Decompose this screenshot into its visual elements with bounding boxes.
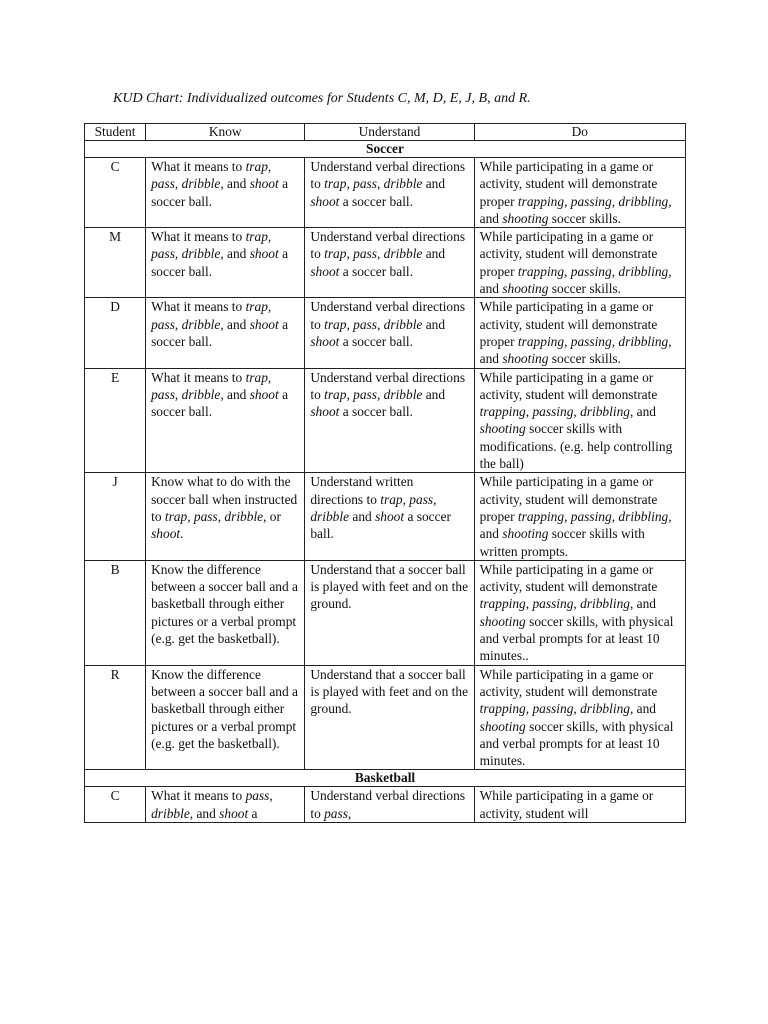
text-run: While participating in a game or activity, student will demonstrate proper xyxy=(479,474,658,524)
text-run: Understand verbal directions to xyxy=(310,788,466,821)
text-run: and xyxy=(422,176,446,192)
know-cell xyxy=(146,665,305,770)
text-run: Know the difference between a soccer ball and a basketball through either pictures or a verbal prompt (e.g. get the basketball). xyxy=(151,561,298,647)
text-run: , xyxy=(174,246,182,262)
know-cell xyxy=(146,368,305,473)
text-run: and xyxy=(422,246,446,262)
text-run: Understand verbal directions to xyxy=(310,229,466,262)
text-run: a soccer ball. xyxy=(339,193,413,209)
text-run: , xyxy=(187,508,194,524)
do-cell xyxy=(474,665,685,770)
know-cell xyxy=(146,228,305,298)
text-run: shoot xyxy=(219,805,249,821)
header-understand: Understand xyxy=(305,124,474,141)
table-row xyxy=(85,473,686,560)
text-run: soccer skills. xyxy=(548,351,621,367)
text-run: , and xyxy=(629,404,656,420)
text-run: dribbling xyxy=(618,193,669,209)
text-run: shoot xyxy=(151,526,181,542)
understand-cell xyxy=(305,368,474,473)
text-run: shoot xyxy=(310,333,340,349)
text-run: , xyxy=(525,596,533,612)
know-cell xyxy=(146,158,305,228)
text-run: passing xyxy=(570,263,612,279)
text-run: dribbling xyxy=(618,333,669,349)
text-run: , xyxy=(564,508,571,524)
text-run: , xyxy=(174,386,182,402)
text-run: pass xyxy=(324,805,348,821)
text-run: pass xyxy=(245,788,270,804)
text-run: shoot xyxy=(249,246,279,262)
text-run: , and xyxy=(479,193,672,226)
text-run: shooting xyxy=(502,351,549,367)
text-run: , xyxy=(611,508,619,524)
text-run: soccer skills. xyxy=(548,210,621,226)
text-run: , and xyxy=(479,508,672,542)
text-run: passing xyxy=(532,701,574,717)
text-run: passing xyxy=(532,404,574,420)
table-row xyxy=(85,298,686,368)
student-cell: C xyxy=(85,158,146,228)
student-cell: B xyxy=(85,560,146,665)
section-title: Basketball xyxy=(85,770,686,787)
text-run: While participating in a game or activity, student will demonstrate proper xyxy=(479,229,658,279)
text-run: shoot xyxy=(310,263,340,279)
understand-cell xyxy=(305,158,474,228)
student-cell: C xyxy=(85,787,146,823)
text-run: , xyxy=(611,193,619,209)
text-run: a soccer ball. xyxy=(339,404,413,420)
text-run: , xyxy=(376,386,384,402)
understand-cell xyxy=(305,228,474,298)
text-run: , xyxy=(376,246,384,262)
text-run: shoot xyxy=(249,316,279,332)
text-run: While participating in a game or activity, student will demonstrate proper xyxy=(479,299,658,349)
text-run: What it means to xyxy=(151,229,246,245)
table-body xyxy=(85,141,686,823)
text-run: While participating in a game or activity, student will demonstrate xyxy=(479,369,658,402)
text-run: soccer skills, with physical and verbal prompts for at least 10 minutes. xyxy=(479,718,674,769)
text-run: passing xyxy=(532,596,574,612)
text-run: , xyxy=(347,805,352,821)
text-run: soccer skills, with physical and verbal prompts for at least 10 minutes.. xyxy=(479,613,674,664)
text-run: , xyxy=(267,229,272,245)
text-run: trap xyxy=(324,246,347,262)
text-run: pass xyxy=(151,316,175,332)
know-cell xyxy=(146,473,305,560)
text-run: pass xyxy=(353,176,377,192)
text-run: , xyxy=(573,596,581,612)
text-run: dribble xyxy=(181,246,221,262)
section-title: Soccer xyxy=(85,141,686,158)
text-run: Understand verbal directions to xyxy=(310,159,466,192)
do-cell xyxy=(474,787,685,823)
text-run: shoot xyxy=(310,193,340,209)
understand-cell xyxy=(305,665,474,770)
text-run: shooting xyxy=(502,526,549,542)
know-cell xyxy=(146,298,305,368)
text-run: soccer skills. xyxy=(548,281,621,297)
text-run: , xyxy=(267,159,272,174)
text-run: , xyxy=(267,299,272,315)
text-run: shoot xyxy=(249,386,279,402)
understand-cell xyxy=(305,298,474,368)
text-run: What it means to xyxy=(151,299,246,315)
text-run: While participating in a game or activity, student will xyxy=(479,788,654,821)
text-run: trapping xyxy=(517,263,565,279)
text-run: pass xyxy=(353,386,377,402)
text-run: and xyxy=(422,386,446,402)
text-run: Understand written directions to xyxy=(310,474,414,507)
student-cell: D xyxy=(85,298,146,368)
text-run: shooting xyxy=(479,613,526,629)
header-do: Do xyxy=(474,124,685,141)
text-run: a soccer ball. xyxy=(339,263,413,279)
text-run: dribble xyxy=(383,246,423,262)
text-run: shooting xyxy=(479,421,526,437)
text-run: pass xyxy=(151,246,175,262)
text-run: Understand that a soccer ball is played with feet and on the ground. xyxy=(310,561,469,612)
text-run: , and xyxy=(220,246,250,262)
understand-cell xyxy=(305,560,474,665)
student-cell: R xyxy=(85,665,146,770)
text-run: shooting xyxy=(479,718,526,734)
text-run: trap xyxy=(164,508,188,524)
text-run: , and xyxy=(479,333,672,367)
text-run: , xyxy=(346,176,354,192)
text-run: What it means to xyxy=(151,369,246,385)
student-cell: J xyxy=(85,473,146,560)
text-run: , xyxy=(346,316,354,332)
text-run: , xyxy=(564,193,571,209)
text-run: dribbling xyxy=(618,508,669,524)
text-run: , xyxy=(564,333,571,349)
text-run: , xyxy=(611,263,619,279)
text-run: trapping xyxy=(479,596,526,612)
table-row xyxy=(85,665,686,770)
do-cell xyxy=(474,228,685,298)
text-run: , xyxy=(376,176,384,192)
text-run: , xyxy=(346,386,354,402)
text-run: shoot xyxy=(249,176,279,192)
text-run: pass xyxy=(193,508,218,524)
text-run: trapping xyxy=(517,193,565,209)
text-run: trap xyxy=(245,299,268,315)
know-cell xyxy=(146,787,305,823)
text-run: dribbling xyxy=(580,596,630,612)
text-run: dribbling xyxy=(618,263,669,279)
text-run: a soccer ball. xyxy=(151,386,289,420)
text-run: , and xyxy=(479,263,672,297)
text-run: , and xyxy=(220,386,250,402)
header-student: Student xyxy=(85,124,146,141)
text-run: What it means to xyxy=(151,788,246,804)
table-row xyxy=(85,560,686,665)
text-run: , and xyxy=(629,596,656,612)
text-run: dribble xyxy=(224,508,264,524)
header-row xyxy=(85,124,686,141)
text-run: , xyxy=(433,491,437,507)
text-run: passing xyxy=(570,508,612,524)
header-know: Know xyxy=(146,124,305,141)
text-run: , xyxy=(573,404,581,420)
text-run: trap xyxy=(245,369,268,385)
text-run: soccer skills with written prompts. xyxy=(479,526,645,559)
text-run: dribble xyxy=(310,508,350,524)
text-run: dribble xyxy=(383,386,423,402)
know-cell xyxy=(146,560,305,665)
text-run: What it means to xyxy=(151,159,246,174)
do-cell xyxy=(474,368,685,473)
text-run: pass xyxy=(353,246,377,262)
section-row xyxy=(85,141,686,158)
text-run: shooting xyxy=(502,281,549,297)
student-cell: M xyxy=(85,228,146,298)
text-run: , and xyxy=(220,176,250,192)
text-run: , and xyxy=(220,316,250,332)
text-run: trapping xyxy=(517,333,565,349)
text-run: and xyxy=(349,508,376,524)
table-row xyxy=(85,228,686,298)
do-cell xyxy=(474,298,685,368)
text-run: passing xyxy=(570,193,612,209)
text-run: and xyxy=(422,316,446,332)
do-cell xyxy=(474,473,685,560)
text-run: , xyxy=(174,316,182,332)
text-run: passing xyxy=(570,333,612,349)
text-run: , xyxy=(217,508,225,524)
text-run: dribble xyxy=(181,316,221,332)
text-run: , xyxy=(573,701,581,717)
text-run: a soccer ball. xyxy=(151,246,289,279)
understand-cell xyxy=(305,787,474,823)
text-run: a soccer ball. xyxy=(310,508,451,542)
text-run: a xyxy=(248,805,258,821)
text-run: , xyxy=(525,404,533,420)
text-run: While participating in a game or activity, student will demonstrate xyxy=(479,666,658,699)
text-run: dribble xyxy=(383,316,423,332)
text-run: trap xyxy=(245,229,268,245)
text-run: While participating in a game or activity, student will demonstrate proper xyxy=(479,159,658,209)
text-run: dribbling xyxy=(580,701,630,717)
text-run: trap xyxy=(324,176,347,192)
understand-cell xyxy=(305,473,474,560)
text-run: trapping xyxy=(479,404,526,420)
text-run: trapping xyxy=(479,701,526,717)
text-run: dribbling xyxy=(580,404,630,420)
text-run: pass xyxy=(151,176,175,192)
section-row xyxy=(85,770,686,787)
text-run: , xyxy=(174,176,182,192)
text-run: , and xyxy=(629,701,656,717)
table-row xyxy=(85,158,686,228)
text-run: , xyxy=(611,333,619,349)
text-run: , and xyxy=(189,805,220,821)
text-run: Know what to do with the soccer ball when instructed to xyxy=(151,474,298,524)
table-row xyxy=(85,787,686,823)
do-cell xyxy=(474,158,685,228)
text-run: trapping xyxy=(517,508,565,524)
text-run: a soccer ball. xyxy=(151,176,289,209)
text-run: While participating in a game or activity, student will demonstrate xyxy=(479,561,658,595)
text-run: pass xyxy=(151,386,175,402)
do-cell xyxy=(474,560,685,665)
text-run: a soccer ball. xyxy=(339,333,413,349)
text-run: , xyxy=(376,316,384,332)
text-run: , or xyxy=(263,508,281,524)
text-run: , xyxy=(269,788,273,804)
text-run: , xyxy=(402,491,410,507)
text-run: , xyxy=(525,701,533,717)
text-run: shooting xyxy=(502,210,549,226)
text-run: dribble xyxy=(383,176,423,192)
text-run: pass xyxy=(353,316,377,332)
student-cell: E xyxy=(85,368,146,473)
kud-table xyxy=(84,123,686,823)
text-run: trap xyxy=(324,386,347,402)
text-run: trap xyxy=(245,159,268,174)
text-run: dribble xyxy=(181,386,221,402)
text-run: dribble xyxy=(181,176,221,192)
text-run: Know the difference between a soccer ball and a basketball through either pictures or a verbal prompt (e.g. get the basketball). xyxy=(151,666,298,751)
text-run: trap xyxy=(324,316,347,332)
text-run: Understand that a soccer ball is played with feet and on the ground. xyxy=(310,666,469,717)
table-row xyxy=(85,368,686,473)
text-run: dribble xyxy=(151,805,190,821)
text-run: Understand verbal directions to xyxy=(310,369,466,402)
text-run: a soccer ball. xyxy=(151,316,289,349)
text-run: , xyxy=(564,263,571,279)
text-run: pass xyxy=(409,491,434,507)
text-run: , xyxy=(267,369,272,385)
text-run: Understand verbal directions to xyxy=(310,299,466,332)
text-run: shoot xyxy=(375,508,405,524)
text-run: trap xyxy=(380,491,403,507)
text-run: , xyxy=(346,246,354,262)
page-title: KUD Chart: Individualized outcomes for Students C, M, D, E, J, B, and R. xyxy=(113,91,531,106)
text-run: . xyxy=(180,526,184,542)
text-run: shoot xyxy=(310,404,340,420)
text-run: soccer skills with modifications. (e.g. help controlling the ball) xyxy=(479,421,673,472)
